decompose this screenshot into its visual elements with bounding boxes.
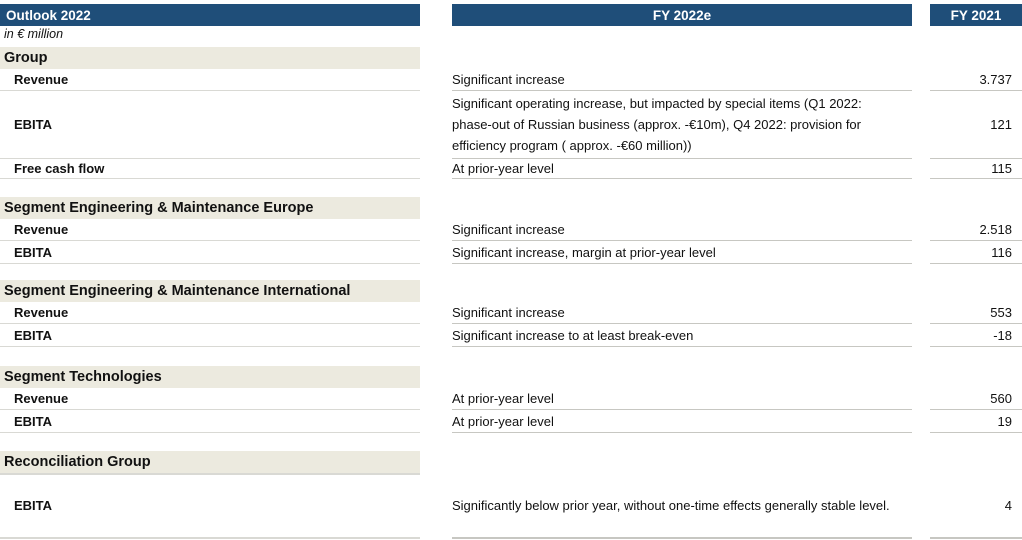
outlook-text [452,410,912,433]
section-header-technologies: Segment Technologies [0,366,420,388]
table-row [0,159,1022,179]
fy2021-value: 121 [930,91,1022,159]
column-gap [912,241,930,264]
fy2021-value: 560 [930,388,1022,410]
outlook-text-content: Significant operating increase, but impacted by special items (Q1 2022: phase-out of Russian business (approx. -€10m), Q4 2022: provision for efficiency program ( approx. -€60 million)) [452,96,862,153]
outlook-text [452,159,912,179]
fy2021-value: 3.737 [930,69,1022,91]
table-row [0,473,1022,539]
column-gap [912,410,930,433]
column-gap [420,388,452,410]
page-title: Outlook 2022 [0,4,420,26]
column-gap [912,219,930,241]
outlook-text-content: Significant increase [452,222,565,237]
fy2021-value: 115 [930,159,1022,179]
outlook-text-content: Significant increase to at least break-even [452,327,694,343]
table-row [0,410,1022,433]
column-gap [912,69,930,91]
outlook-text-content: At prior-year level [452,161,554,176]
section-header-reconciliation: Reconciliation Group [0,451,420,473]
outlook-text [452,473,912,539]
unit-note: in € million [4,27,64,41]
column-gap [420,4,452,26]
column-gap [420,69,452,91]
outlook-text-content: Significant increase, margin at prior-year level [452,244,716,260]
outlook-text-content: Significant increase [452,72,565,87]
column-gap [912,91,930,159]
fy2022e-column-header: FY 2022e [452,4,912,26]
row-label: Revenue [0,69,420,91]
outlook-text-content: Significant increase [452,305,565,320]
row-label: Revenue [0,302,420,324]
outlook-text [452,388,912,410]
fy2021-value: 553 [930,302,1022,324]
row-label: Free cash flow [0,159,420,179]
row-label: EBITA [0,324,420,347]
outlook-text [452,324,912,347]
column-gap [912,473,930,539]
table-row [0,324,1022,347]
column-gap [420,324,452,347]
column-gap [912,388,930,410]
column-gap [420,159,452,179]
column-gap [420,410,452,433]
row-label: EBITA [0,473,420,539]
column-gap [912,302,930,324]
column-gap [420,91,452,159]
section-header-group: Group [0,47,420,69]
fy2021-value: 4 [930,473,1022,539]
column-gap [420,473,452,539]
outlook-text [452,91,912,159]
fy2021-value: 19 [930,410,1022,433]
row-label: EBITA [0,241,420,264]
column-gap [912,4,930,26]
row-label: Revenue [0,388,420,410]
row-label: EBITA [0,91,420,159]
outlook-text-content: At prior-year level [452,413,554,429]
fy2021-column-header: FY 2021 [930,4,1022,26]
row-label: EBITA [0,410,420,433]
outlook-text [452,69,912,91]
section-header-em-international: Segment Engineering & Maintenance International [0,280,420,302]
row-label: Revenue [0,219,420,241]
fy2021-value: -18 [930,324,1022,347]
section-header-em-europe: Segment Engineering & Maintenance Europe [0,197,420,219]
table-row [0,91,1022,159]
outlook-text [452,302,912,324]
outlook-text [452,219,912,241]
outlook-text-content: Significantly below prior year, without one-time effects generally stable level. [452,497,890,513]
table-row [0,219,1022,241]
table-row [0,302,1022,324]
column-gap [912,159,930,179]
outlook-text [452,241,912,264]
table-row [0,241,1022,264]
column-gap [420,219,452,241]
fy2021-value: 2.518 [930,219,1022,241]
column-gap [420,241,452,264]
table-row [0,388,1022,410]
table-header-row [0,4,1022,26]
fy2021-value: 116 [930,241,1022,264]
outlook-text-content: At prior-year level [452,391,554,406]
table-row [0,69,1022,91]
column-gap [912,324,930,347]
column-gap [420,302,452,324]
